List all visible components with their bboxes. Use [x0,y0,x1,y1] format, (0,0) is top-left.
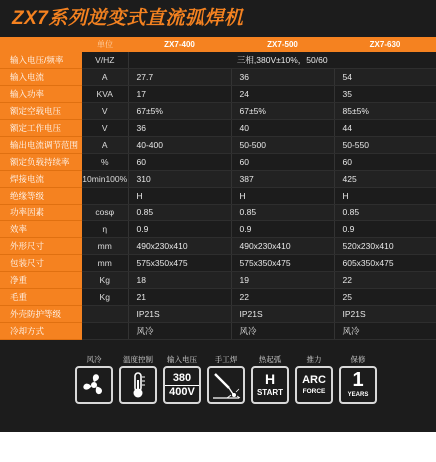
spec-name-cell: 焊接电流 [0,170,82,187]
spec-unit-cell: % [82,153,128,170]
spec-unit-cell: mm [82,255,128,272]
spec-value-cell: 25 [334,288,436,305]
spec-value-cell: 490x230x410 [231,238,334,255]
spec-name-cell: 净重 [0,272,82,289]
spec-value-cell: 36 [231,69,334,86]
spec-name-cell: 额定空载电压 [0,103,82,120]
table-row [0,255,436,272]
feature-label: 推力 [306,355,322,364]
spec-value-cell: 0.9 [334,221,436,238]
table-body [0,52,436,339]
spec-unit-cell: A [82,136,128,153]
spec-unit-cell: V [82,103,128,120]
spec-value-cell: 35 [334,86,436,103]
spec-unit-cell: Kg [82,288,128,305]
spec-value-cell: 54 [334,69,436,86]
spec-unit-cell: V/HZ [82,52,128,69]
thermometer-icon [119,366,157,404]
spec-value-span-cell: 三相,380V±10%，50/60 [128,52,436,69]
spec-value-cell: 0.85 [334,204,436,221]
spec-value-cell: 36 [128,120,231,137]
spec-value-cell: 0.85 [231,204,334,221]
spec-value-cell: 425 [334,170,436,187]
warranty-icon-text-bottom: YEARS [347,392,369,398]
spec-name-cell: 输入电压/频率 [0,52,82,69]
table-row [0,153,436,170]
spec-unit-cell: V [82,120,128,137]
spec-value-cell: 310 [128,170,231,187]
spec-value-cell: 0.9 [231,221,334,238]
spec-value-cell: 18 [128,272,231,289]
hot-start-icon-text-bottom: START [256,388,284,397]
spec-unit-cell [82,305,128,322]
spec-value-cell: 387 [231,170,334,187]
table-row [0,322,436,339]
spec-unit-cell [82,322,128,339]
spec-value-cell: 22 [231,288,334,305]
spec-unit-cell: η [82,221,128,238]
table-row [0,120,436,137]
spec-value-cell: 575x350x475 [231,255,334,272]
table-row [0,272,436,289]
spec-name-cell: 包装尺寸 [0,255,82,272]
hot-start-icon [251,366,289,404]
spec-value-cell: 24 [231,86,334,103]
spec-unit-cell: mm [82,238,128,255]
spec-unit-cell [82,187,128,204]
header-name-cell [0,37,82,52]
welding-torch-icon [207,366,245,404]
feature-icons-strip [0,352,436,432]
spec-unit-cell: cosφ [82,204,128,221]
spec-value-cell: 60 [128,153,231,170]
spec-value-cell: 67±5% [128,103,231,120]
feature-item [336,352,380,432]
spec-name-cell: 功率因素 [0,204,82,221]
spec-value-cell: 85±5% [334,103,436,120]
spec-value-cell: 40 [231,120,334,137]
spec-value-cell: 60 [334,153,436,170]
voltage-icon [163,366,201,404]
spec-value-cell: 575x350x475 [128,255,231,272]
spec-value-cell: 27.7 [128,69,231,86]
spec-value-cell: 60 [231,153,334,170]
spec-value-cell: 50-550 [334,136,436,153]
spec-value-cell: 67±5% [231,103,334,120]
table-row [0,52,436,69]
table-row [0,288,436,305]
table-row [0,103,436,120]
table-row [0,204,436,221]
table-row [0,238,436,255]
spec-value-cell: 17 [128,86,231,103]
table-row [0,170,436,187]
spec-unit-cell: A [82,69,128,86]
feature-label: 热起弧 [258,355,282,364]
voltage-icon-text-bottom: 400V [165,385,199,398]
arc-force-icon [295,366,333,404]
spec-value-cell: 风冷 [128,322,231,339]
table-row [0,305,436,322]
header-model-1: ZX7-400 [128,37,231,52]
spec-value-cell: H [231,187,334,204]
feature-label: 手工焊 [214,355,238,364]
spec-value-cell: 0.85 [128,204,231,221]
spec-name-cell: 输入电流 [0,69,82,86]
spec-name-cell: 额定负载持续率 [0,153,82,170]
spec-value-cell: 44 [334,120,436,137]
hot-start-icon-text-top: H [264,371,276,387]
header-model-2: ZX7-500 [231,37,334,52]
feature-label: 风冷 [86,355,102,364]
spec-value-cell: 风冷 [231,322,334,339]
feature-label: 温度控制 [123,355,153,364]
spec-name-cell: 绝缘等级 [0,187,82,204]
spec-value-cell: 605x350x475 [334,255,436,272]
table-row [0,86,436,103]
spec-value-cell: H [334,187,436,204]
spec-name-cell: 效率 [0,221,82,238]
spec-value-cell: 21 [128,288,231,305]
spec-unit-cell: 10min100% [82,170,128,187]
spec-value-cell: IP21S [334,305,436,322]
spec-name-cell: 冷却方式 [0,322,82,339]
header-unit-cell: 单位 [82,37,128,52]
spec-name-cell: 毛重 [0,288,82,305]
spec-name-cell: 额定工作电压 [0,120,82,137]
voltage-icon-text-top: 380 [172,372,192,384]
fan-icon [75,366,113,404]
spec-value-cell: IP21S [231,305,334,322]
spec-name-cell: 输出电流调节范围 [0,136,82,153]
table-header-row [0,37,436,52]
spec-value-cell: 22 [334,272,436,289]
header-model-3: ZX7-630 [334,37,436,52]
spec-value-cell: H [128,187,231,204]
table-row [0,187,436,204]
page-title: ZX7系列逆变式直流弧焊机 [12,8,244,29]
spec-name-cell: 外形尺寸 [0,238,82,255]
table-row [0,136,436,153]
spec-name-cell: 输入功率 [0,86,82,103]
spec-table [0,37,436,340]
spec-name-cell: 外壳防护等级 [0,305,82,322]
spec-value-cell: 50-500 [231,136,334,153]
arc-force-icon-text-top: ARC [302,374,326,386]
spec-value-cell: 风冷 [334,322,436,339]
spec-value-cell: 0.9 [128,221,231,238]
spec-value-cell: 520x230x410 [334,238,436,255]
spec-unit-cell: KVA [82,86,128,103]
arc-force-icon-text-bottom: FORCE [302,388,326,395]
spec-value-cell: 40-400 [128,136,231,153]
feature-label: 输入电压 [167,355,197,364]
table-row [0,221,436,238]
warranty-icon [339,366,377,404]
spec-value-cell: IP21S [128,305,231,322]
table-row [0,69,436,86]
spec-value-cell: 490x230x410 [128,238,231,255]
feature-label: 保修 [350,355,366,364]
spec-unit-cell: Kg [82,272,128,289]
warranty-icon-text-top: 1 [352,369,364,391]
spec-value-cell: 19 [231,272,334,289]
